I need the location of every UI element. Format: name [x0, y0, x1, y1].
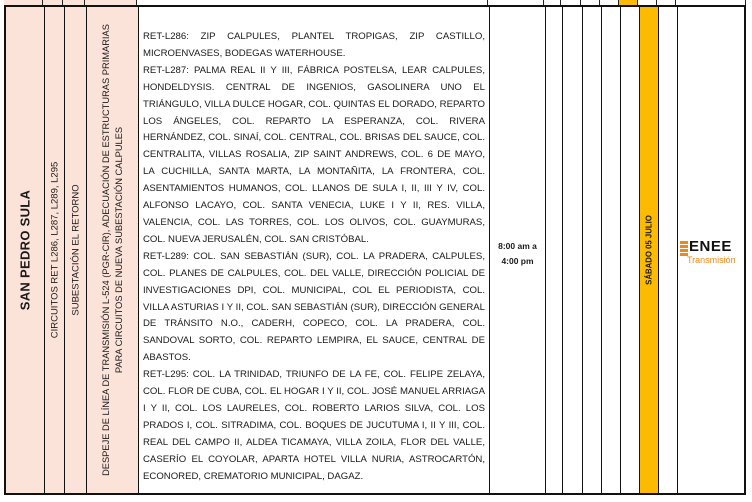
work-description	[100, 24, 126, 476]
affected-areas-text	[143, 29, 485, 485]
day-cell	[563, 7, 583, 493]
day-cell	[546, 7, 563, 493]
hours-cell	[490, 7, 546, 493]
affected-area-l295: RET-L295: COL. LA TRINIDAD, TRIUNFO DE LA FE, COL. FELIPE ZELAYA, COL. FLOR DE CUBA, COL. EL HOGAR I Y II, COL. JOSÉ MANUEL ARRIAGA I Y II, COL. LOS LAURELES, COL. ROBERTO LARIOS SILVA, COL. LOS PRADOS I, COL. SITRADIMA, COL. BOQUES DE JUCUTUMA I, II Y III, COL. REAL DEL CAMPO II, ALDEA TICAMAYA, VILLA ZOILA, FLOR DEL VALLE, CASERÍO EL COYOLAR, APARTA HOTEL VILLA NURIA, ASTROCARTÓN, ECONORED, CREMATORIO MUNICIPAL, DAGAZ.	[143, 369, 485, 482]
affected-area-l286: RET-L286: ZIP CALPULES, PLANTEL TROPIGAS, ZIP CASTILLO, MICROENVASES, BODEGAS WATERHOUSE.	[143, 31, 485, 59]
substation-label: SUBESTACIÓN EL RETORNO	[70, 184, 81, 316]
affected-area-l287: RET-L287: PALMA REAL II Y III, FÁBRICA POSTELSA, LEAR CALPULES, HONDELDYSIS. CENTRAL DE INGENIOS, GASOLINERA UNO EL TRIÁNGULO, VILLA DULCE HOGAR, COL. QUINTAS EL DORADO, REPARTO LOS ÁNGELES, COL. REPARTO LA ESPERANZA, COL. RIVERA HERNÁNDEZ, COL. SINAÍ, COL. CENTRAL, COL. BRISAS DEL SAUCE, COL. CENTRALITA, VILLAS ROSALIA, ZIP SAINT ANDREWS, COL. 6 DE MAYO, LA CUCHILLA, SANTA MARTA, LA MONTAÑITA, LA FRONTERA, COL. ASENTAMIENTOS HUMANOS, COL. LLANOS DE SULA I, II, III Y IV, COL. ALFONSO LACAYO, COL. SANTA VENECIA, LUKE I Y II, RES. VILLA, VALENCIA, COL. LAS TORRES, COL. LOS OLIVOS, COL. GUAYMURAS, COL. NUEVA JERUSALÉN, COL. SAN CRISTÓBAL.	[143, 64, 485, 245]
date-cell-highlight	[640, 7, 659, 493]
region-label: SAN PEDRO SULA	[17, 189, 33, 311]
enee-logo-subtitle: Transmisión	[687, 255, 736, 265]
circuits-cell	[45, 7, 65, 493]
affected-areas-cell	[139, 7, 490, 493]
hours-start: 8:00 am a	[498, 241, 537, 251]
work-description-line2: PARA CIRCUITOS DE NUEVA SUBESTACIÓN CALPULES	[113, 126, 124, 374]
day-cell	[621, 7, 640, 493]
outage-schedule-table	[4, 5, 746, 495]
affected-area-l289: RET-L289: COL. SAN SEBASTIÁN (SUR), COL. LA PRADERA, CALPULES, COL. PLANES DE CALPULES, COL. DEL VALLE, DIRECCIÓN POLICIAL DE INVESTIGACIONES DPI, COL. MUNICIPAL, COL EL PERIODISTA, COL. VILLA ASTURIAS I Y II, COL. SAN SEBASTIÁN (SUR), DIRECCIÓN GENERAL DE TRÁNSITO N.O., CADERH, COPECO, COL. LA PRADERA, COL. SANDOVAL SORTO, COL. REPARTO LEMPIRA, EL SAUCE, CENTRAL DE ABASTOS.	[143, 250, 485, 364]
hours-end: 4:00 pm	[501, 256, 534, 266]
work-description-cell	[87, 7, 139, 493]
day-cell	[659, 7, 678, 493]
day-cell	[602, 7, 621, 493]
logo-cell	[678, 7, 744, 493]
enee-logo-word: ENEE	[689, 238, 732, 255]
circuits-label: CIRCUITOS RET L286, L287, L289, L295	[49, 161, 60, 339]
region-cell	[6, 7, 45, 493]
hours	[490, 239, 545, 269]
day-cell	[583, 7, 602, 493]
work-description-line1: DESPEJE DE LÍNEA DE TRANSMISIÓN L-524 (PGR-CIR), ADECUACIÓN DE ESTRUCTURAS PRIMARIAS	[100, 24, 111, 476]
substation-cell	[65, 7, 87, 493]
date-label: SÁBADO 05 JULIO	[644, 215, 654, 285]
